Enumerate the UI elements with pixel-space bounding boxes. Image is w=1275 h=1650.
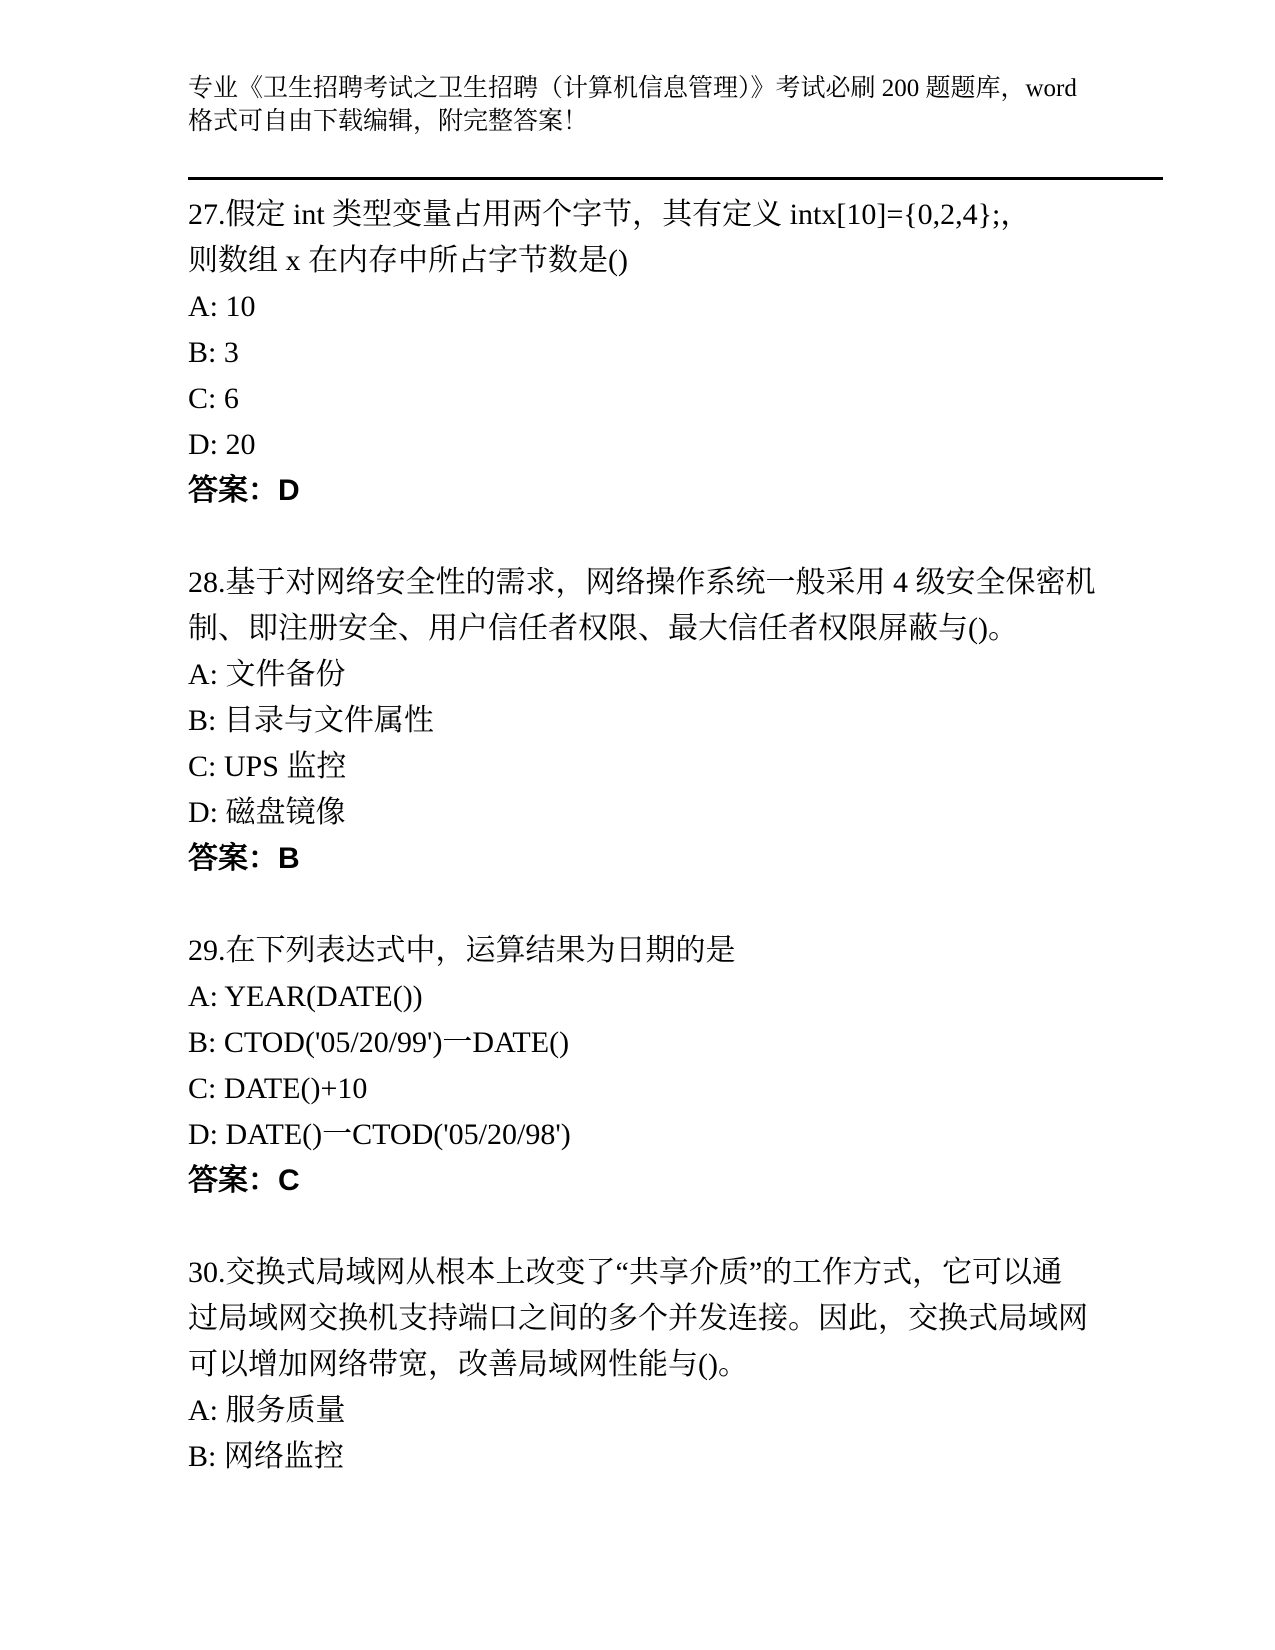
option-b: B: 网络监控: [188, 1440, 344, 1473]
question-text-line: 可以增加网络带宽，改善局域网性能与()。: [188, 1348, 748, 1381]
option-c: C: 6: [188, 382, 239, 415]
question-text-line: 27.假定 int 类型变量占用两个字节，其有定义 intx[10]={0,2,4};，: [188, 198, 1031, 231]
header-line-1: 专业《卫生招聘考试之卫生招聘（计算机信息管理）》考试必刷 200 题题库，word: [188, 75, 1077, 102]
option-c: C: UPS 监控: [188, 750, 347, 783]
document-header: [188, 72, 1163, 138]
option-c: C: DATE()+10: [188, 1072, 368, 1105]
header-divider-double-rule: [188, 177, 1163, 180]
option-a: A: 10: [188, 290, 256, 323]
question-text-line: 制、即注册安全、用户信任者权限、最大信任者权限屏蔽与()。: [188, 612, 1018, 645]
question-text-line: 29.在下列表达式中，运算结果为日期的是: [188, 934, 736, 967]
option-a: A: 服务质量: [188, 1394, 346, 1427]
option-a: A: 文件备份: [188, 658, 346, 691]
header-line-2: 格式可自由下载编辑，附完整答案！: [188, 108, 589, 135]
option-d: D: 20: [188, 428, 256, 461]
question-28: [188, 560, 1163, 882]
question-27: [188, 192, 1163, 514]
question-30: [188, 1250, 1163, 1480]
option-b: B: CTOD('05/20/99')一DATE(): [188, 1026, 570, 1059]
option-b: B: 目录与文件属性: [188, 704, 434, 737]
document-body: [188, 192, 1163, 1480]
question-29: [188, 928, 1163, 1204]
answer-line: 答案：C: [188, 1164, 300, 1197]
answer-line: 答案：B: [188, 842, 300, 875]
question-text-line: 30.交换式局域网从根本上改变了“共享介质”的工作方式，它可以通: [188, 1256, 1063, 1289]
question-text-line: 过局域网交换机支持端口之间的多个并发连接。因此，交换式局域网: [188, 1302, 1088, 1335]
question-text-line: 28.基于对网络安全性的需求，网络操作系统一般采用 4 级安全保密机: [188, 566, 1096, 599]
option-a: A: YEAR(DATE()): [188, 980, 423, 1013]
answer-line: 答案：D: [188, 474, 300, 507]
option-d: D: DATE()一CTOD('05/20/98'): [188, 1118, 571, 1151]
option-b: B: 3: [188, 336, 239, 369]
option-d: D: 磁盘镜像: [188, 796, 346, 829]
question-text-line: 则数组 x 在内存中所占字节数是(): [188, 244, 628, 277]
